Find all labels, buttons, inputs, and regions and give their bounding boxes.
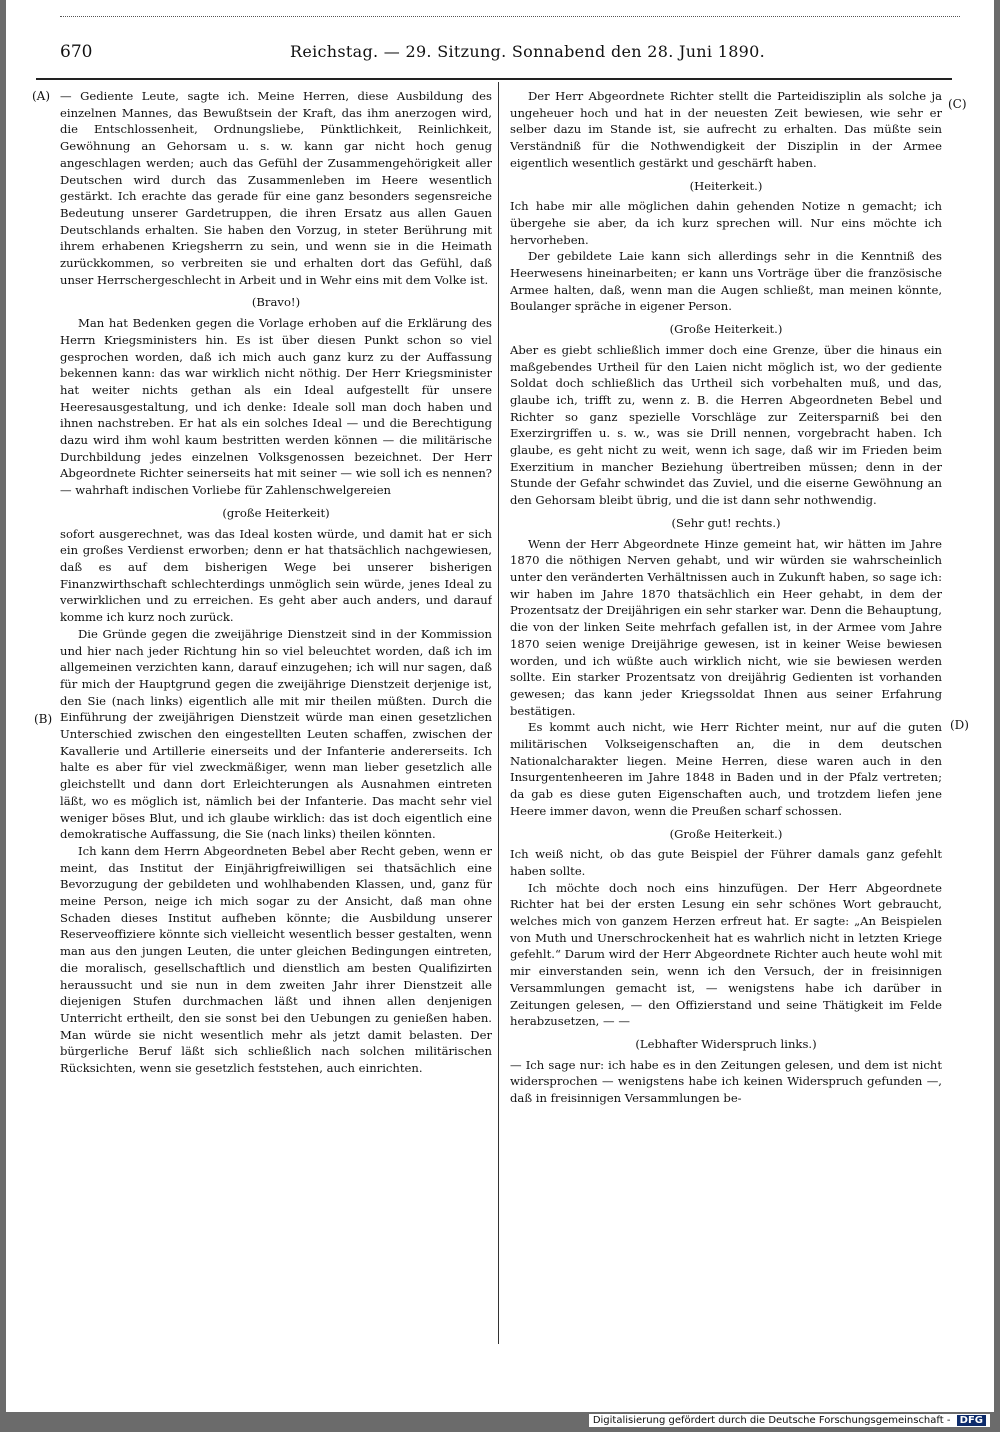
page-sheet <box>6 0 994 1412</box>
running-head: Reichstag. — 29. Sitzung. Sonnabend den 28. Juni 1890. <box>290 42 766 61</box>
dfg-logo: DFG <box>957 1415 986 1426</box>
paragraph: Wenn der Herr Abgeordnete Hinze gemeint hat, wir hätten im Jahre 1870 die nöthigen Nerven gehabt, und wir würden sie wahrscheinlich unter den veränderten Verhältnissen auch in Zukunft haben, so sage ich: wir haben im Jahre 1870 thatsächlich ein Heer gehabt, in dem der Prozentsatz der Dreijährigen ein sehr starker war. Denn die Behauptung, die von der linken Seite mehrfach gefallen ist, in der Armee vom Jahre 1870 seien wenige Dreijährige gewesen, ist in keiner Weise bewiesen worden, und ich wüßte auch wirklich nicht, wie sie bewiesen werden sollte. Ein starker Prozentsatz von dreijährig Gedienten ist vorhanden gewesen; das kann jeder Kriegssoldat Ihnen aus seiner Erfahrung bestätigen. <box>510 536 942 718</box>
paragraph: — Ich sage nur: ich habe es in den Zeitungen gelesen, und dem ist nicht widersprochen — wenigstens habe ich keinen Widerspruch gefunden —, daß in freisinnigen Versammlungen be- <box>510 1057 942 1106</box>
top-dotted-line <box>60 16 960 19</box>
paragraph: Die Gründe gegen die zweijährige Dienstzeit sind in der Kommission und hier nach jeder Richtung hin so viel beleuchtet worden, daß ich im allgemeinen verzichten kann, darauf einzugehen; ich will nur sagen, daß für mich der Hauptgrund gegen die zweijährige Dienstzeit derjenige ist, den Sie (nach links) eigentlich alle mit mir theilen müßten. Durch die Einführung der zweijährigen Dienstzeit würde man einen gesetzlichen Unterschied zwischen den eingestellten Leuten schaffen, zwischen der Kavallerie und Artillerie einerseits und der Infanterie andererseits. Ich halte es aber für viel zweckmäßiger, wenn man lieber gesetzlich alle gleichstellt und dann dort Erleichterungen als Ausnahmen eintreten läßt, wo es möglich ist, nämlich bei der Infanterie. Das macht sehr viel weniger böses Blut, und ich glaube wirklich: das ist doch eigentlich eine demokratische Auffassung, die Sie (nach links) theilen könnten. <box>60 626 492 842</box>
column-separator <box>498 82 499 1344</box>
paragraph: Man hat Bedenken gegen die Vorlage erhoben auf die Erklärung des Herrn Kriegsministers hin. Es ist über diesen Punkt schon so viel gesprochen worden, daß ich mich auch ganz kurz zu der Auffassung bekennen kann: das war wirklich nicht nöthig. Der Herr Kriegsminister hat weiter nichts gethan als ein Ideal aufgestellt für unsere Heeresausgestaltung, und ich denke: Ideale soll man doch haben und ihnen nachstreben. Er hat als ein solches Ideal — und die Berechtigung dazu wird ihm wohl kaum bestritten werden können — die militärische Durchbildung jedes einzelnen Volksgenossen bezeichnet. Der Herr Abgeordnete Richter seinerseits hat mit seiner — wie soll ich es nennen? — wahrhaft indischen Vorliebe für Zahlenschwelgereien <box>60 316 492 498</box>
reaction-note: (Bravo!) <box>251 295 301 310</box>
page-header <box>60 42 950 68</box>
left-column <box>60 88 492 1348</box>
paragraph: Ich weiß nicht, ob das gute Beispiel der Führer damals ganz gefehlt haben sollte. <box>510 847 942 878</box>
funding-credit <box>589 1414 990 1427</box>
reaction-note: (Große Heiterkeit.) <box>669 322 783 337</box>
margin-marker-a: (A) <box>32 89 51 103</box>
paragraph: Ich möchte doch noch eins hinzufügen. Der Herr Abgeordnete Richter hat bei der ersten Lesung ein sehr schönes Wort gebraucht, welches mich von ganzem Herzen erfreut hat. Er sagte: „An Beispielen von Muth und Unerschrockenheit hat es wahrlich nicht in letzten Kriege gefehlt.“ Darum wird der Herr Abgeordnete Richter auch heute wohl mit mir einverstanden sein, wenn ich den Versuch, der in freisinnigen Versammlungen gemacht ist, — wenigstens habe ich darüber in Zeitungen gelesen, — den Offizierstand und seine Thätigkeit im Felde herabzusetzen, — — <box>510 880 942 1029</box>
margin-marker-d: (D) <box>950 718 969 732</box>
margin-marker-c: (C) <box>948 97 967 111</box>
reaction-note: (Heiterkeit.) <box>689 178 763 193</box>
paragraph: Ich kann dem Herrn Abgeordneten Bebel aber Recht geben, wenn er meint, das Institut der Einjährigfreiwilligen sei thatsächlich eine Bevorzugung der gebildeten und wohlhabenden Klassen, und, ganz für meine Person, neige ich mich sogar zu der Ansicht, daß man ohne Schaden dieses Institut aufheben könnte; die Ausbildung unserer Reserveoffiziere könnte sich vielleicht wesentlich besser gestalten, wenn man aus den jungen Leuten, die unter gleichen Bedingungen eintreten, die moralisch, gesellschaftlich und dienstlich am besten Qualifizirten heraussucht und sie nun in dem zweiten Jahr ihrer Dienstzeit alle diejenigen Stufen durchmachen läßt und ihnen allen denjenigen Unterricht ertheilt, den sie sonst bei den Uebungen zu genießen haben. Man würde sie nicht wesentlich mehr als jetzt damit belasten. Der bürgerliche Beruf läßt sich schließlich nach solchen militärischen Rücksichten, wenn sie gesetzlich feststehen, auch einrichten. <box>60 843 492 1076</box>
reaction-note: (Große Heiterkeit.) <box>669 826 783 841</box>
paragraph: Der gebildete Laie kann sich allerdings sehr in die Kenntniß des Heerwesens hineinarbeiten; er kann uns Vorträge über die französische Armee halten, daß, wenn man die Augen schließt, man meinen könnte, Boulanger spräche in eigener Person. <box>510 249 942 314</box>
reaction-note: (große Heiterkeit) <box>222 505 330 520</box>
page-number: 670 <box>60 42 93 62</box>
paragraph: sofort ausgerechnet, was das Ideal kosten würde, und damit hat er sich ein großes Verdienst erworben; denn er hat thatsächlich nachgewiesen, daß es auf dem bisherigen Wege bei unserer bisherigen Finanzwirthschaft schlechterdings unmöglich sein würde, jenes Ideal zu verwirklichen und zu erreichen. Es geht aber auch anders, und darauf komme ich kurz noch zurück. <box>60 526 492 625</box>
paragraph: Ich habe mir alle möglichen dahin gehenden Notize n gemacht; ich übergehe sie aber, da ich kurz sprechen will. Nur eins möchte ich hervorheben. <box>510 199 942 247</box>
paragraph: Aber es giebt schließlich immer doch eine Grenze, über die hinaus ein maßgebendes Urtheil für den Laien nicht möglich ist, wo der gediente Soldat doch schließlich das Urtheil sich vorbehalten muß, und das, glaube ich, trifft zu, wenn z. B. die Herren Abgeordneten Bebel und Richter so ganz spezielle Vorschläge zur Zeitersparniß bei den Exerzirgriffen u. s. w., was sie Drill nennen, vorgebracht haben. Ich glaube, es geht nicht zu weit, wenn ich sage, daß wir im Frieden beim Exerzitium in mancher Beziehung übertreiben müssen; denn in der Stunde der Gefahr schwindet das Zuviel, und die eiserne Gewöhnung an den Gehorsam bleibt übrig, und die ist dann sehr nothwendig. <box>510 342 942 508</box>
paragraph: — Gediente Leute, sagte ich. Meine Herren, diese Ausbildung des einzelnen Mannes, das Bewußtsein der Kraft, das ihm anerzogen wird, die Entschlossenheit, Ordnungsliebe, Pünktlichkeit, Reinlichkeit, Gewöhnung an Gehorsam u. s. w. kann gar nicht hoch genug angeschlagen werden; auch das Gefühl der Zusammengehörigkeit aller Deutschen wird durch das Zusammenleben im Heere wesentlich gestärkt. Ich erachte das gerade für eine ganz besonders segensreiche Bedeutung unserer Gardetruppen, die ihren Ersatz aus allen Gauen Deutschlands erhalten. Sie haben den Vorzug, in steter Berührung mit ihrem erhabenen Kriegsherrn zu sein, und wenn sie in die Heimath zurückkommen, so verbreiten sie und erhalten dort das Gefühl, daß unser Herrschergeschlecht in Arbeit und in Wehr eins mit dem Volke ist. <box>60 89 492 287</box>
right-column <box>510 88 942 1348</box>
reaction-note: (Lebhafter Widerspruch links.) <box>635 1036 817 1051</box>
paragraph: Der Herr Abgeordnete Richter stellt die Parteidisziplin als solche ja ungeheuer hoch und hat in der neuesten Zeit bewiesen, wie sehr er selber dazu im Stande ist, sie aufrecht zu erhalten. Das müßte sein Verständniß für die Nothwendigkeit der Disziplin in der Armee eigentlich wesentlich gestärkt und geschärft haben. <box>510 89 942 170</box>
margin-marker-b: (B) <box>34 712 53 726</box>
reaction-note: (Sehr gut! rechts.) <box>671 515 781 530</box>
paragraph: Es kommt auch nicht, wie Herr Richter meint, nur auf die guten militärischen Volkseigenschaften an, die in dem deutschen Nationalcharakter liegen. Meine Herren, diese waren auch in den Insurgentenheeren im Jahre 1848 in Baden und in der Pfalz vertreten; da gab es diese guten Eigenschaften auch, und trotzdem liefen jene Heere immer davon, wenn die Preußen scharf schossen. <box>510 720 942 818</box>
funding-credit-text: Digitalisierung gefördert durch die Deutsche Forschungsgemeinschaft - <box>592 1415 951 1426</box>
header-rule <box>36 78 952 80</box>
